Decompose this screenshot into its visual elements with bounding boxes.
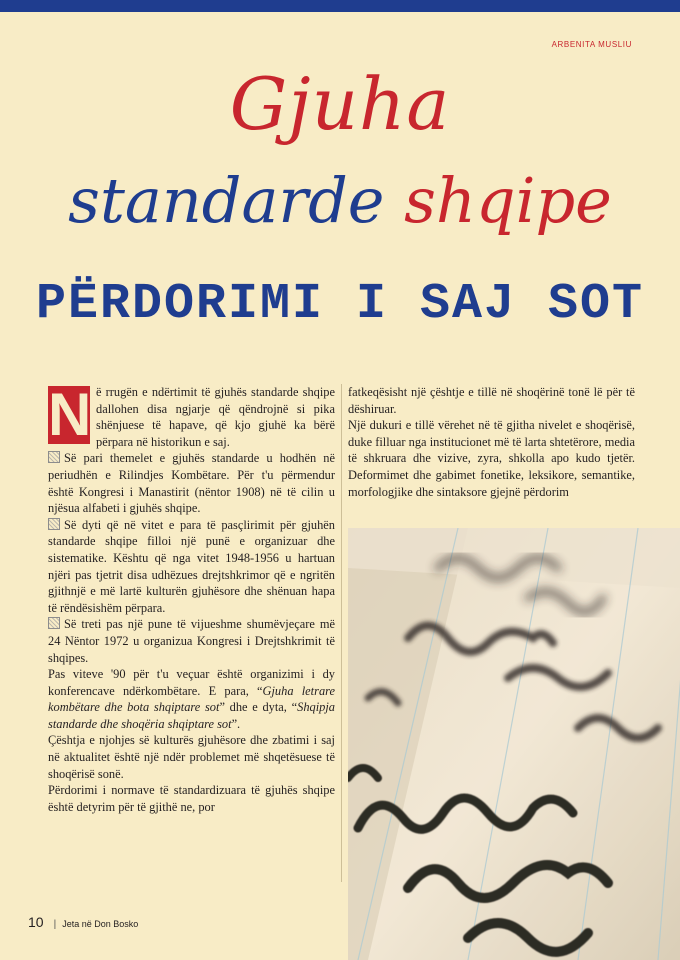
paragraph-third: Së treti pas një pune të vijueshme shumëvjeçare më 24 Nëntor 1972 u organizua Kongresi i Drejtshkrimit të shqipes. [48,617,335,665]
handwriting-photo [348,528,680,960]
article-column-left [48,381,335,815]
title-subheading: PËRDORIMI I SAJ SOT [35,276,645,333]
paragraph-culture: Çështja e njohjes së kulturës gjuhësore dhe zbatimi i saj në aktualitet është një ndër problemet më shqetësuese të shoqërisë sonë. [48,733,335,781]
paragraph-bullet-icon [48,617,60,629]
footer-separator: | [53,919,57,930]
page-number: 10 [28,914,44,930]
paragraph-first: Së pari themelet e gjuhës standarde u hodhën në periudhën e Rilindjes Kombëtare. Për t'u përmendur është Kongresi i Manastirit (nëntor 1908) në të cilin u njësua alfabeti i gjuhës shqipe. [48,451,335,516]
paragraph-continued: fatkeqësisht një çështje e tillë në shoqërinë tonë lë për të dëshiruar. [348,385,635,416]
paragraph-norms: Përdorimi i normave të standardizuara të gjuhës shqipe është detyrim për të gjithë ne, por [48,783,335,814]
paragraph-phenomenon: Një dukuri e tillë vërehet në të gjitha nivelet e shoqërisë, duke filluar nga institucionet më të larta shtetërore, media të shkruara dhe vizive, zyra, shkolla apo kudo tjetër. Deformimet dhe gabimet fonetike, leksikore, semantike, morfologjike dhe sintaksore gjejnë përdorim [348,418,635,499]
page-footer [28,914,138,932]
paragraph-bullet-icon [48,518,60,530]
magazine-name: Jeta në Don Bosko [62,919,139,929]
top-color-bar [0,0,680,12]
title-line-standarde-shqipe [0,164,680,237]
title-line-gjuha: Gjuha [229,62,451,146]
paragraph-bullet-icon [48,451,60,463]
handwriting-image [348,528,680,960]
title-word-shqipe: shqipe [404,164,612,237]
article-column-right [348,384,635,500]
paragraph-intro: N ë rrugën e ndërtimit të gjuhës standarde shqipe dallohen disa ngjarje që qëndrojnë si pika shënjuese të hapave, që kjo gjuhë ka bërë përpara në historikun e saj. [48,381,335,449]
column-divider [341,384,342,882]
author-name: ARBENITA MUSLIU [551,40,632,49]
title-word-standarde: standarde [68,164,385,237]
drop-cap: N [48,381,92,448]
paragraph-conferences: Pas viteve '90 për t'u veçuar është organizimi i dy konferencave ndërkombëtare. E para, “Gjuha letrare kombëtare dhe bota shqiptare sot” dhe e dyta, “Shqipja standarde dhe shoqëria shqiptare sot”. [48,667,335,731]
paragraph-second: Së dyti që në vitet e para të pasçlirimit për gjuhën standarde shqipe filloi një punë e organizuar dhe sistematike. Kështu që nga vitet 1948-1956 u hartuan njëri pas tjetrit disa udhëzues drejtshkrimor që e ngritën gjithnjë e më lartë kulturën gjuhësore dhe shënuan hapa të rëndësishëm përpara. [48,517,335,615]
article-title [0,60,680,350]
